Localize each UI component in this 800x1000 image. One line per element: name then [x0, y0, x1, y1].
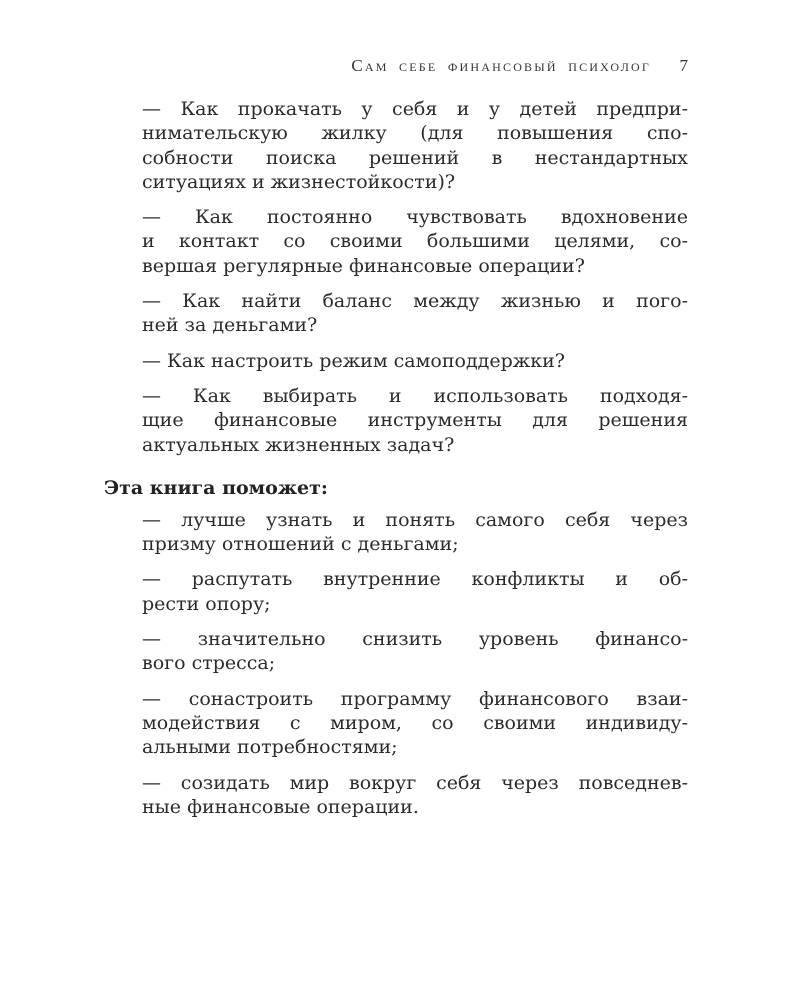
- running-title: Сам себе финансовый психолог: [351, 56, 652, 75]
- benefit-paragraph-line: альными потребностями;: [142, 736, 398, 759]
- question-paragraph-line: ситуациях и жизнестойкости)?: [142, 170, 456, 193]
- benefit-paragraph-line: — распутать внутренние конфликты и об-: [142, 568, 688, 591]
- benefit-paragraph-line: — созидать мир вокруг себя через повседнев-: [142, 771, 688, 794]
- question-paragraph-line: — Как постоянно чувствовать вдохновение: [142, 206, 688, 229]
- benefit-paragraph: [142, 567, 688, 616]
- page-number: 7: [679, 56, 688, 75]
- benefit-paragraph-line: модействия с миром, со своими индивиду-: [142, 711, 688, 734]
- benefit-paragraph-line: — лучше узнать и понять самого себя через: [142, 508, 688, 531]
- benefit-paragraph-line: ные финансовые операции.: [142, 795, 419, 818]
- question-paragraph: [142, 289, 688, 338]
- benefits-heading: Эта книга поможет:: [104, 476, 328, 499]
- benefit-paragraph-line: — сонастроить программу финансового взаи-: [142, 687, 688, 710]
- benefit-paragraph: [142, 508, 688, 557]
- benefit-paragraph: [142, 687, 688, 760]
- question-list: [104, 97, 688, 457]
- question-paragraph: [142, 205, 688, 278]
- question-paragraph: [142, 97, 688, 194]
- question-paragraph-line: ней за деньгами?: [142, 314, 318, 337]
- page-body: [104, 97, 688, 830]
- question-paragraph-line: — Как выбирать и использовать подходя-: [142, 384, 688, 407]
- benefit-paragraph-line: вого стресса;: [142, 652, 276, 675]
- question-paragraph-line: — Как найти баланс между жизнью и пого-: [142, 290, 688, 313]
- question-paragraph: [142, 384, 688, 457]
- question-paragraph-line: и контакт со своими большими целями, со-: [142, 230, 688, 253]
- question-paragraph-line: собности поиска решений в нестандартных: [142, 146, 688, 169]
- running-header: [351, 56, 688, 76]
- question-paragraph: [142, 349, 688, 373]
- question-paragraph-line: — Как прокачать у себя и у детей предпри-: [142, 98, 688, 120]
- benefit-paragraph: [142, 771, 688, 820]
- benefit-paragraph-line: призму отношений с деньгами;: [142, 533, 459, 556]
- benefit-list: [104, 508, 688, 819]
- question-paragraph-line: щие финансовые инструменты для решения: [142, 409, 688, 432]
- benefit-paragraph-line: рести опору;: [142, 592, 271, 615]
- question-paragraph-line: нимательскую жилку (для повышения спо-: [142, 122, 688, 145]
- question-paragraph-line: вершая регулярные финансовые операции?: [142, 254, 585, 277]
- question-paragraph-line: — Как настроить режим самоподдержки?: [142, 349, 565, 372]
- benefit-paragraph-line: — значительно снизить уровень финансо-: [142, 628, 688, 651]
- benefit-paragraph: [142, 627, 688, 676]
- question-paragraph-line: актуальных жизненных задач?: [142, 433, 455, 456]
